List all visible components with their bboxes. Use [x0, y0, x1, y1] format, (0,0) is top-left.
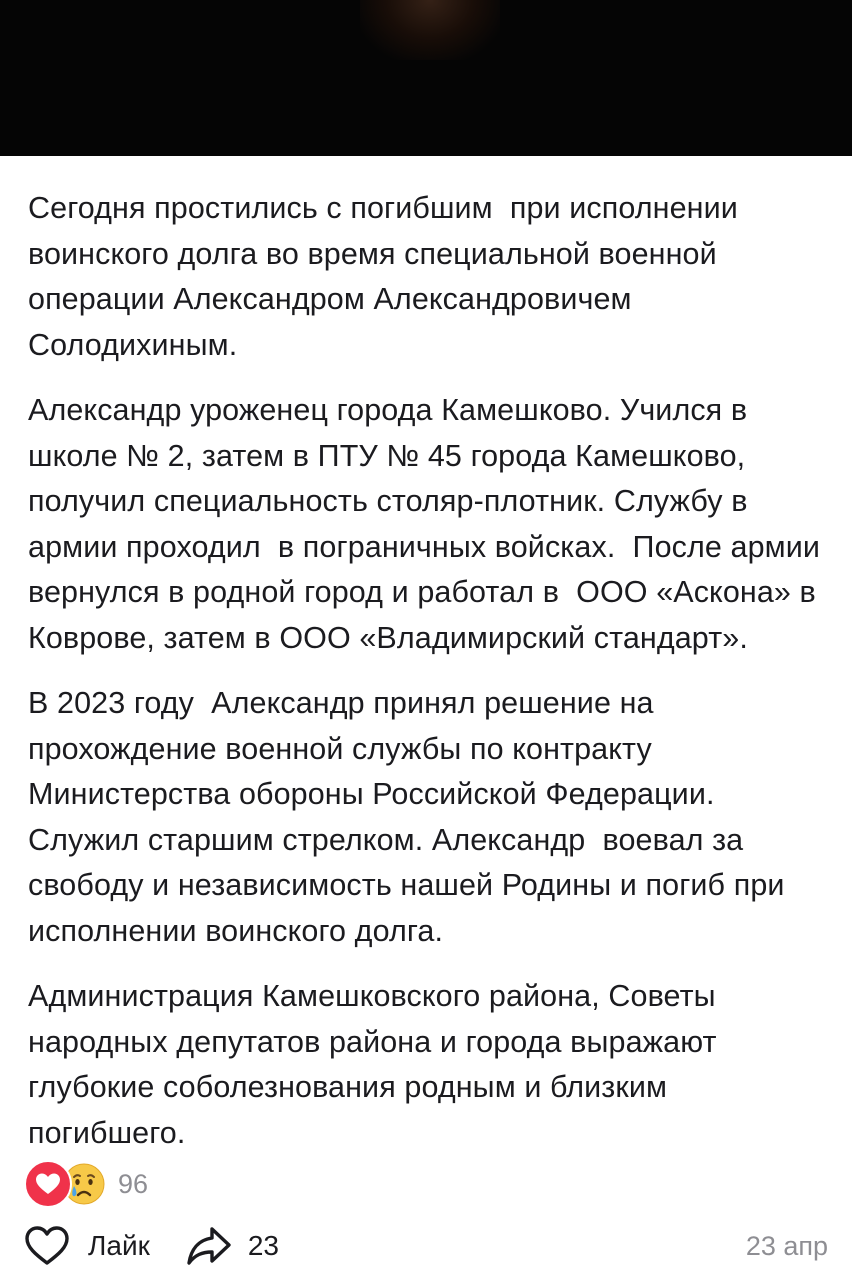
share-arrow-icon — [186, 1225, 232, 1267]
heart-icon — [24, 1160, 72, 1208]
post-paragraph: Александр уроженец города Камешково. Учился в школе № 2, затем в ПТУ № 45 города Камешково, получил специальность столяр-плотник. Службу в армии проходил в пограничных войсках. После армии вернулся в родной город и работал в ООО «Аскона» в Коврове, затем в ООО «Владимирский стандарт». — [28, 393, 829, 655]
post-date: 23 апр — [745, 1230, 828, 1261]
post-actions-bar — [24, 1222, 828, 1270]
like-label: Лайк — [88, 1230, 150, 1261]
post-media-image[interactable] — [0, 0, 852, 156]
share-button[interactable] — [186, 1225, 279, 1267]
reactions-count: 96 — [118, 1168, 149, 1199]
post-paragraph: Администрация Камешковского района, Советы народных депутатов района и города выражают глубокие соболезнования родным и близким погибшего. — [28, 979, 726, 1150]
post-paragraph: Сегодня простились с погибшим при исполнении воинского долга во время специальной военной операции Александром Александровичем Солодихиным. — [28, 191, 747, 362]
post-text — [28, 186, 828, 1176]
heart-outline-icon — [24, 1225, 70, 1267]
share-count: 23 — [247, 1230, 279, 1261]
post-paragraph: В 2023 году Александр принял решение на прохождение военной службы по контракту Министерства обороны Российской Федерации. Служил старшим стрелком. Александр воевал за свободу и независимость нашей Родины и погиб при исполнении воинского долга. — [28, 686, 794, 948]
reactions-summary[interactable] — [26, 1162, 148, 1206]
like-button[interactable] — [24, 1225, 150, 1267]
media-highlight — [360, 0, 500, 60]
